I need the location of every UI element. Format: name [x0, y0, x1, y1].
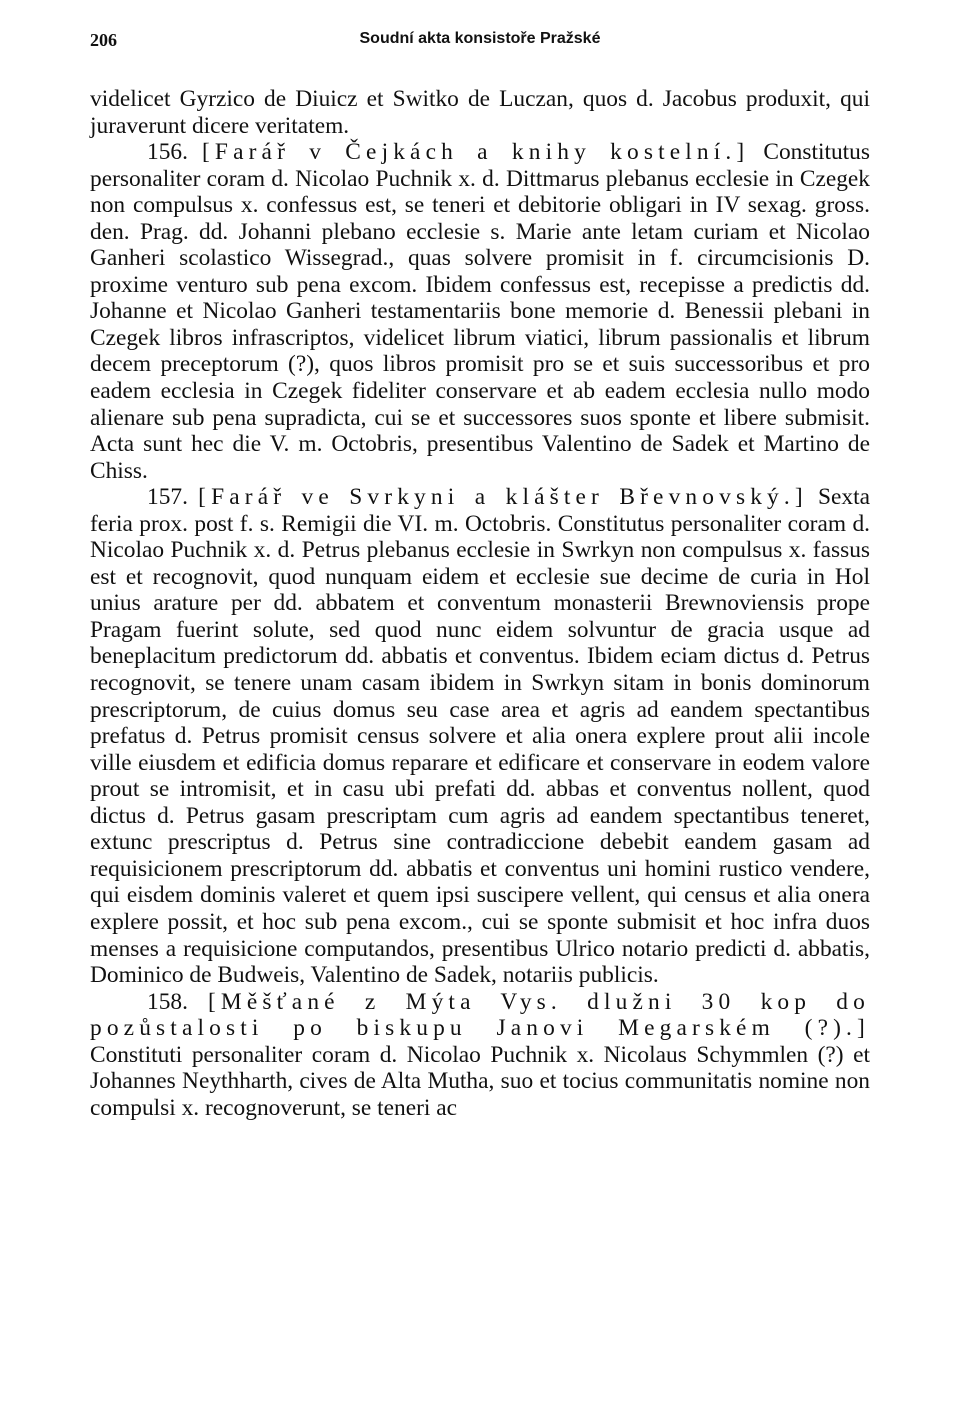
entry-158 — [90, 989, 870, 1122]
document-body — [90, 86, 870, 1121]
entry-number: 158. — [147, 988, 188, 1015]
running-title: Soudní akta konsistoře Pražské — [359, 30, 601, 47]
entry-156 — [90, 139, 870, 484]
entry-title: [Farář v Čejkách a knihy kostelní.] — [202, 139, 750, 166]
entry-number: 157. — [147, 484, 188, 511]
entry-text: Sexta feria prox. post f. s. Remigii die VI. m. Octobris. Constitutus personaliter coram d. Nicolao Puchnik x. d. Petrus plebanus ecclesie in Swrkyn non compulsus x. fassus est et recognovit, quod nunquam eidem et ecclesie sue decime de curia in Hol unius arature per dd. abbatem et conventum monasterii Brewnoviensis prope Pragam fuerint solute, sed quod nunc eidem solvuntur de gracia usque ad beneplacitum predictorum dd. abbatis et conventus. Ibidem eciam dictus d. Petrus recognovit, se tenere unam casam ibidem in Swrkyn sitam in bonis dominorum prescriptorum, de cuius domus seu case area et agris ad eandem spectantibus prefatus d. Petrus promisit census solvere et alia onera explere prout alii incole ville eiusdem et edificia domus reparare et edificare et conservare in eodem valore prout se intromisit, et in casu ubi prefati dd. abbas et conventus nollent, quod dictus d. Petrus gasam prescriptam cum agris ad eandem spectantibus teneret, extunc prescriptus d. Petrus sine contradiccione debebit eandem gasam ad requisicionem prescriptorum dd. abbatis et conventus uni homini rustico vendere, qui eisdem dominis valeret et quem ipsi suscipere vellent, qui census et alia onera explere possit, et hoc sub pena excom., cui se sponte submisit et hoc infra duos menses a requisicione computandos, presentibus Ulrico notario predicti d. abbatis, Dominico de Budweis, Valentino de Sadek, notariis publicis. — [90, 484, 870, 989]
paragraph-text: videlicet Gyrzico de Diuicz et Switko de Luczan, quos d. Jacobus produxit, qui juraverunt dicere veritatem. — [90, 86, 870, 139]
entry-number: 156. — [147, 139, 188, 166]
paragraph-continuation — [90, 86, 870, 139]
entry-title: [Měšťané z Mýta Vys. dlužni 30 kop do pozůstalosti po biskupu Janovi Megarském (?).] — [90, 988, 870, 1042]
entry-title: [Farář ve Svrkyni a klášter Břevnovský.] — [198, 484, 808, 511]
entry-text: Constitutus personaliter coram d. Nicolao Puchnik x. d. Dittmarus plebanus ecclesie in Czegek non compulsus x. confessus est, se teneri et debitorie obligari in IV sexag. gross. den. Prag. dd. Johanni plebano ecclesie s. Marie ante letam curiam et Nicolao Ganheri scolastico Wissegrad., quas solvere promisit in f. circumcisionis D. proxime venturo sub pena excom. Ibidem confessus est, recepisse a predictis dd. Johanne et Nicolao Ganheri testamentariis bone memorie d. Benessii plebani in Czegek libros infrascriptos, videlicet librum viatici, librum passionalis et librum decem preceptorum (?), quos libros promisit pro se et suis successoribus et pro eadem ecclesia in Czegek fideliter conservare et ab eadem ecclesia nullo modo alienare sub pena supradicta, cui se et successores suos sponte et libere submisit. Acta sunt hec die V. m. Octobris, presentibus Valentino de Sadek et Martino de Chiss. — [90, 139, 870, 484]
page-number: 206 — [90, 30, 117, 50]
entry-text: Constituti personaliter coram d. Nicolao Puchnik x. Nicolaus Schymmlen (?) et Johannes Neythharth, cives de Alta Mutha, suo et tocius communitatis nomine non compulsi x. recognoverunt, se teneri ac — [90, 1041, 870, 1121]
entry-157 — [90, 484, 870, 988]
page-header — [90, 30, 870, 56]
